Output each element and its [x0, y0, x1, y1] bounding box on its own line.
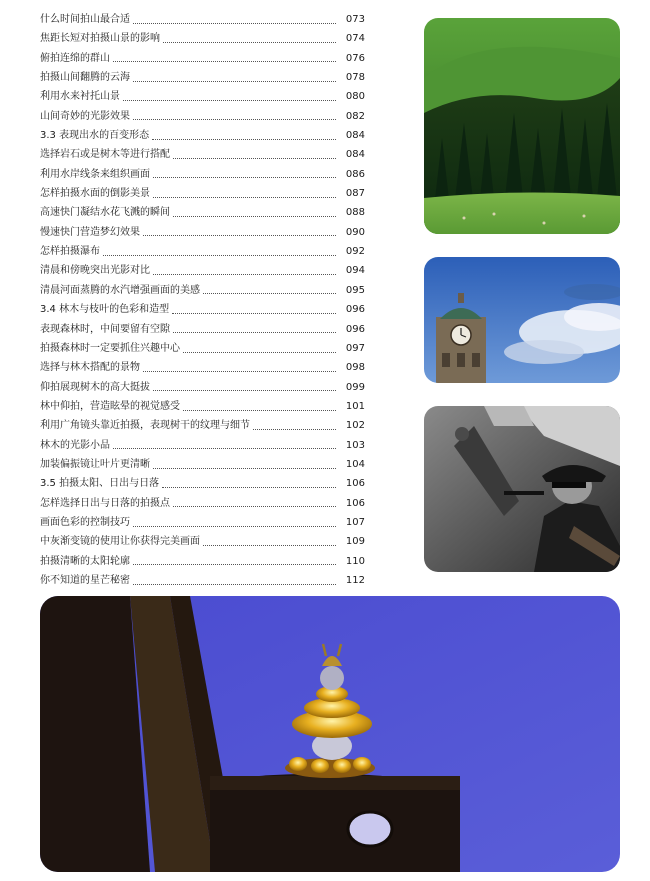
toc-entry-page: 101 [345, 400, 365, 412]
toc-entry-title: 你不知道的星芒秘密 [40, 574, 130, 586]
toc-entry [40, 87, 365, 106]
toc-leader-dots [133, 583, 336, 585]
toc-entry-page: 094 [345, 265, 365, 277]
toc-entry-page: 092 [345, 246, 365, 258]
toc-entry [40, 571, 365, 590]
toc-leader-dots [103, 254, 336, 256]
toc-entry-title: 利用水来衬托山景 [40, 91, 120, 103]
toc-leader-dots [162, 486, 336, 488]
toc-entry-page: 104 [345, 458, 365, 470]
toc-entry-title: 仰拍展现树木的高大挺拔 [40, 381, 150, 393]
toc-entry-title: 3.4 林木与枝叶的色彩和造型 [40, 304, 170, 316]
toc-entry [40, 552, 365, 571]
toc-leader-dots [173, 505, 336, 507]
toc-entry-page: 098 [345, 362, 365, 374]
toc-leader-dots [152, 138, 336, 140]
toc-leader-dots [133, 525, 336, 527]
toc-leader-dots [133, 118, 336, 120]
toc-entry [40, 10, 365, 29]
toc-entry-title: 慢速快门营造梦幻效果 [40, 226, 140, 238]
toc-entry-title: 怎样拍摄水面的倒影美景 [40, 188, 150, 200]
toc-entry [40, 494, 365, 513]
toc-entry [40, 397, 365, 416]
toc-entry-page: 073 [345, 14, 365, 25]
toc-leader-dots [253, 428, 336, 430]
toc-entry-page: 106 [345, 497, 365, 509]
meadow-forest-photo [424, 18, 620, 234]
toc-entry-page: 112 [345, 574, 365, 586]
toc-entry-title: 山间奇妙的光影效果 [40, 110, 130, 122]
toc-entry-title: 清晨河面蒸腾的水汽增强画面的美感 [40, 284, 200, 296]
toc-entry-title: 拍摄森林时一定要抓住兴趣中心 [40, 342, 180, 354]
toc-entry-title: 加装偏振镜让叶片更清晰 [40, 458, 150, 470]
toc-entry [40, 416, 365, 435]
toc-entry [40, 261, 365, 280]
toc-entry-title: 什么时间拍山最合适 [40, 14, 130, 25]
toc-entry-page: 087 [345, 188, 365, 200]
toc-entry-page: 076 [345, 52, 365, 64]
toc-entry-title: 表现森林时，中间要留有空隙 [40, 323, 170, 335]
toc-entry-page: 096 [345, 323, 365, 335]
toc-entry-title: 选择岩石或是树木等进行搭配 [40, 149, 170, 161]
toc-entry [40, 281, 365, 300]
toc-entry-page: 074 [345, 33, 365, 45]
toc-entry-title: 3.5 拍摄太阳、日出与日落 [40, 478, 160, 490]
toc-entry-page: 090 [345, 226, 365, 238]
toc-entry [40, 242, 365, 261]
toc-entry-page: 106 [345, 478, 365, 490]
toc-entry [40, 223, 365, 242]
toc-entry-title: 林木的光影小品 [40, 439, 110, 451]
toc-leader-dots [123, 99, 336, 101]
toc-entry-page: 099 [345, 381, 365, 393]
toc-entry-page: 110 [345, 555, 365, 567]
toc-leader-dots [153, 273, 336, 275]
toc-leader-dots [143, 234, 336, 236]
toc-leader-dots [153, 389, 336, 391]
toc-entry [40, 532, 365, 551]
toc-entry [40, 339, 365, 358]
toc-leader-dots [183, 409, 336, 411]
toc-leader-dots [172, 312, 336, 314]
toc-leader-dots [153, 467, 336, 469]
toc-entry [40, 184, 365, 203]
toc-entry-title: 中灰渐变镜的使用让你获得完美画面 [40, 536, 200, 548]
toc-entry-page: 107 [345, 516, 365, 528]
toc-entry-page: 082 [345, 110, 365, 122]
toc-leader-dots [143, 370, 336, 372]
golden-roof-ornament-photo [40, 596, 620, 872]
toc-entry-page: 095 [345, 284, 365, 296]
toc-entry-page: 080 [345, 91, 365, 103]
toc-entry-page: 102 [345, 420, 365, 432]
toc-leader-dots [183, 351, 336, 353]
toc-entry [40, 107, 365, 126]
toc-entry [40, 300, 365, 319]
toc-leader-dots [173, 215, 336, 217]
toc-entry-title: 怎样拍摄瀑布 [40, 246, 100, 258]
toc-leader-dots [173, 157, 336, 159]
toc-entry-page: 084 [345, 149, 365, 161]
toc-leader-dots [203, 292, 336, 294]
toc-entry-title: 焦距长短对拍摄山景的影响 [40, 33, 160, 45]
toc-entry-title: 3.3 表现出水的百变形态 [40, 130, 150, 142]
toc-entry [40, 436, 365, 455]
toc-entry [40, 145, 365, 164]
toc-entry-page: 086 [345, 168, 365, 180]
toc-entry-page: 078 [345, 72, 365, 84]
toc-entry [40, 320, 365, 339]
toc-leader-dots [113, 60, 336, 62]
singer-performance-photo [424, 406, 620, 572]
toc-entry-page: 097 [345, 342, 365, 354]
toc-entry-title: 怎样选择日出与日落的拍摄点 [40, 497, 170, 509]
toc-entry [40, 513, 365, 532]
toc-entry-title: 俯拍连绵的群山 [40, 52, 110, 64]
toc-entry-title: 选择与林木搭配的景物 [40, 362, 140, 374]
toc-entry-title: 利用水岸线条来组织画面 [40, 168, 150, 180]
toc-entry-page: 103 [345, 439, 365, 451]
toc-leader-dots [133, 22, 336, 24]
toc-leader-dots [203, 544, 336, 546]
toc-entry-title: 利用广角镜头靠近拍摄，表现树干的纹理与细节 [40, 420, 250, 432]
toc-entry-page: 084 [345, 130, 365, 142]
table-of-contents [40, 10, 365, 590]
toc-entry-title: 清晨和傍晚突出光影对比 [40, 265, 150, 277]
toc-entry [40, 474, 365, 493]
toc-entry [40, 126, 365, 145]
toc-leader-dots [163, 41, 336, 43]
toc-entry-title: 林中仰拍，营造眩晕的视觉感受 [40, 400, 180, 412]
toc-entry-page: 088 [345, 207, 365, 219]
toc-entry-title: 高速快门凝结水花飞溅的瞬间 [40, 207, 170, 219]
toc-entry-page: 109 [345, 536, 365, 548]
toc-entry [40, 68, 365, 87]
toc-entry [40, 358, 365, 377]
toc-entry-title: 拍摄清晰的太阳轮廓 [40, 555, 130, 567]
toc-entry [40, 165, 365, 184]
toc-entry [40, 378, 365, 397]
toc-entry [40, 29, 365, 48]
toc-entry [40, 49, 365, 68]
toc-leader-dots [173, 331, 336, 333]
toc-leader-dots [153, 176, 336, 178]
toc-leader-dots [133, 80, 336, 82]
toc-leader-dots [113, 447, 336, 449]
toc-leader-dots [133, 563, 336, 565]
toc-entry-page: 096 [345, 304, 365, 316]
toc-entry [40, 203, 365, 222]
toc-entry-title: 画面色彩的控制技巧 [40, 516, 130, 528]
toc-entry-title: 拍摄山间翻腾的云海 [40, 72, 130, 84]
toc-leader-dots [153, 196, 336, 198]
toc-entry [40, 455, 365, 474]
clock-tower-photo [424, 257, 620, 383]
